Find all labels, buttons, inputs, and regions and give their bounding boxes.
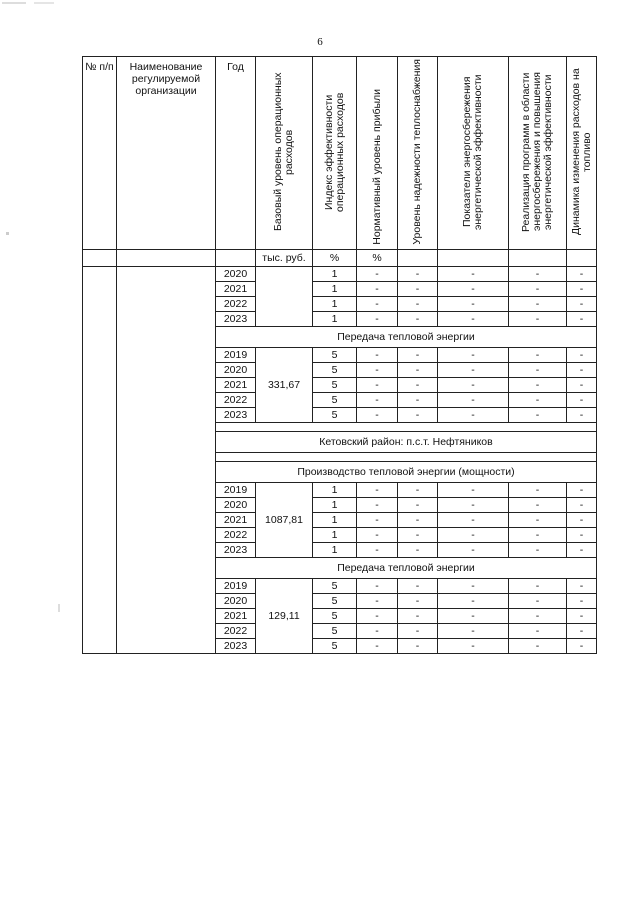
header-num: № п/п [83,57,117,250]
header-energy-saving: Показатели энергосбережения энергетической эффективности [438,57,509,250]
unit-cell [509,250,567,267]
unit-cell: тыс. руб. [256,250,313,267]
header-fuel-dynamics: Динамика изменения расходов на топливо [567,57,597,250]
header-programs: Реализация программ в области энергосбережения и повышения энергетической эффективности [509,57,567,250]
table-row: 2019 1087,81 1 - - - - - [83,483,597,498]
header-efficiency-index: Индекс эффективности операционных расходов [313,57,357,250]
table-row: 2021 1 - - - - - [83,513,597,528]
table-row: 2022 1 - - - - - [83,297,597,312]
header-year: Год [216,57,256,250]
header-row [83,57,597,250]
unit-cell [117,250,216,267]
table-row: 2021 1 - - - - - [83,282,597,297]
table-row: 2022 5 - - - - - [83,624,597,639]
unit-cell [567,250,597,267]
table-row: 2022 5 - - - - - [83,393,597,408]
scan-artifact [2,2,26,4]
base-level-cell: 331,67 [256,348,313,423]
scan-artifact [58,604,60,612]
table-row: 2020 5 - - - - - [83,363,597,378]
table-row: 2019 331,67 5 - - - - - [83,348,597,363]
table-row: 2023 1 - - - - - [83,543,597,558]
header-reliability: Уровень надежности теплоснабжения [398,57,438,250]
table-row: 2019 129,11 5 - - - - - [83,579,597,594]
scan-artifact [6,232,9,235]
table-row: 2021 5 - - - - - [83,378,597,393]
header-org: Наименование регулируемой организации [117,57,216,250]
header-base-level: Базовый уровень операционных расходов [256,57,313,250]
scan-artifact [34,2,54,4]
units-row [83,250,597,267]
num-cell [83,267,117,654]
table-row: 2023 1 - - - - - [83,312,597,327]
base-level-cell: 1087,81 [256,483,313,558]
unit-cell: % [357,250,398,267]
table-row: 2022 1 - - - - - [83,528,597,543]
district-title: Кетовский район: п.с.т. Нефтяников [216,432,597,453]
base-level-cell: 129,11 [256,579,313,654]
page-number: 6 [317,36,323,48]
table-row: 2020 1 - - - - - [83,498,597,513]
unit-cell [438,250,509,267]
table-row: 2020 5 - - - - - [83,594,597,609]
tariff-table [82,56,597,654]
table-row: 2021 5 - - - - - [83,609,597,624]
unit-cell [83,250,117,267]
header-profit-level: Нормативный уровень прибыли [357,57,398,250]
unit-cell [398,250,438,267]
unit-cell [216,250,256,267]
org-cell [117,267,216,654]
table-row: 2020 1 - - - - - [83,267,597,282]
section-title: Производство тепловой энергии (мощности) [216,462,597,483]
table-row: 2023 5 - - - - - [83,639,597,654]
table-row: 2023 5 - - - - - [83,408,597,423]
section-title: Передача тепловой энергии [216,558,597,579]
base-level-cell [256,267,313,327]
section-title: Передача тепловой энергии [216,327,597,348]
unit-cell: % [313,250,357,267]
